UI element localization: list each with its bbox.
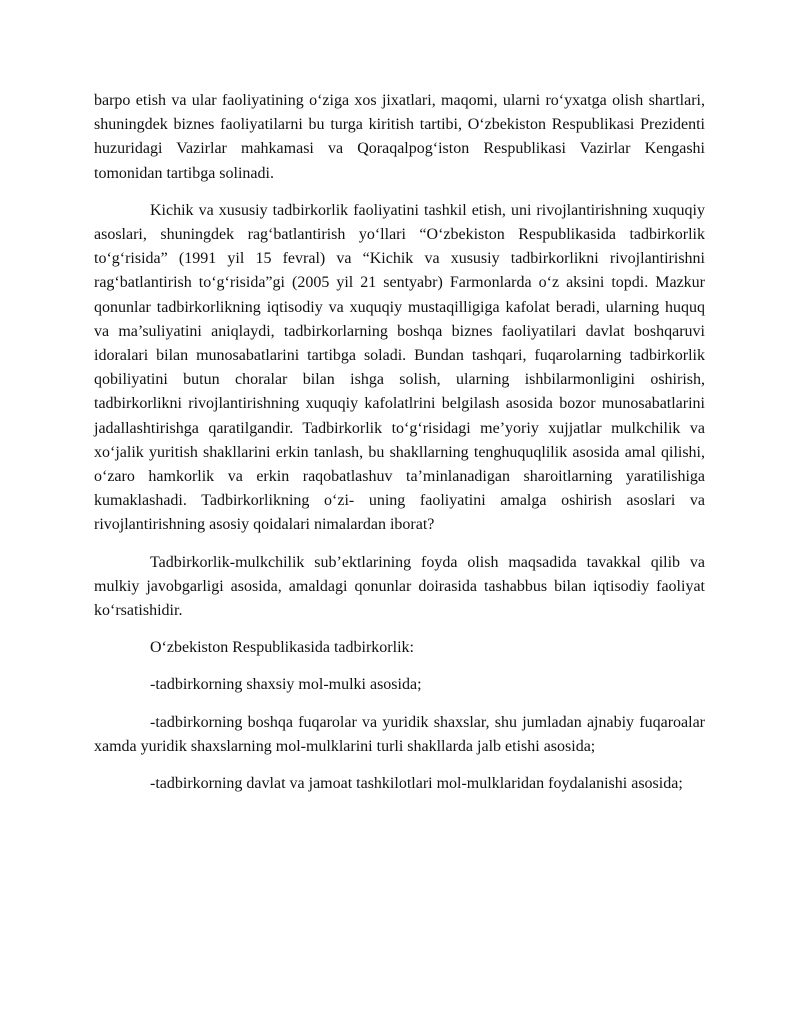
list-item-personal-property: -tadbirkorning shaxsiy mol-mulki asosida; [150, 676, 422, 694]
list-item-state-property: -tadbirkorning davlat va jamoat tashkilotlari mol-mulklaridan foydalanishi asosida; [150, 775, 683, 793]
paragraph-continuation: barpo etish va ular faoliyatining o‘ziga xos jixatlari, maqomi, ularni ro‘yxatga olish shartlari, shuningdek biznes faoliyatilarni bu turga kiritish tartibi, O‘zbekiston Respublikasi Prezidenti huzuridagi Vazirlar mahkamasi va Qoraqalpog‘iston Respublikasi Vazirlar Kengashi tomonidan tartibga solinadi. [94, 92, 705, 182]
paragraph-definition: Tadbirkorlik-mulkchilik sub’ektlarining foyda olish maqsadida tavakkal qilib va mulkiy javobgarligi asosida, amaldagi qonunlar doirasida tashabbus bilan iqtisodiy faoliyat ko‘rsatishidir. [94, 553, 705, 620]
list-item-attracted-property: -tadbirkorning boshqa fuqarolar va yuridik shaxslar, shu jumladan ajnabiy fuqaroalar xamda yuridik shaxslarning mol-mulklarini turli shakllarda jalb etishi asosida; [94, 713, 705, 755]
paragraph-list-intro: O‘zbekiston Respublikasida tadbirkorlik: [150, 639, 414, 657]
paragraph-legal-basis: Kichik va xususiy tadbirkorlik faoliyatini tashkil etish, uni rivojlantirishning xuquqiy asoslari, shuningdek rag‘batlantirish yo‘llari “O‘zbekiston Respublikasida tadbirkorlik to‘g‘risida” (1991 yil 15 fevral) va “Kichik va xususiy tadbirkorlikni rivojlantirishni rag‘batlantirish to‘g‘risida”gi (2005 yil 21 sentyabr) Farmonlarda o‘z aksini topdi. Mazkur qonunlar tadbirkorlikning iqtisodiy va xuquqiy mustaqilligiga kafolat beradi, ularning huquq va ma’suliyatini aniqlaydi, tadbirkorlarning boshqa biznes faoliyatilari davlat boshqaruvi idoralari bilan munosabatlarini tartibga soladi. Bundan tashqari, fuqarolarning tadbirkorlik qobiliyatini butun choralar bilan ishga solish, ularning ishbilarmonligini oshirish, tadbirkorlikni rivojlantirishning xuquqiy kafolatlrini belgilash asosida bozor munosabatlarini jadallashtirishga qaratilgandir. Tadbirkorlik to‘g‘risidagi me’yoriy xujjatlar mulkchilik va xo‘jalik yuritish shakllarini erkin tanlash, bu shakllarning tenghuquqlilik asosida amal qilishi, o‘zaro hamkorlik va erkin raqobatlashuv ta’minlanadigan sharoitlarning yaratilishiga kumaklashadi. Tadbirkorlikning o‘zi- uning faoliyatini amalga oshirish asoslari va rivojlantirishning asosiy qoidalari nimalardan iborat? [94, 201, 705, 534]
document-page [94, 89, 705, 809]
